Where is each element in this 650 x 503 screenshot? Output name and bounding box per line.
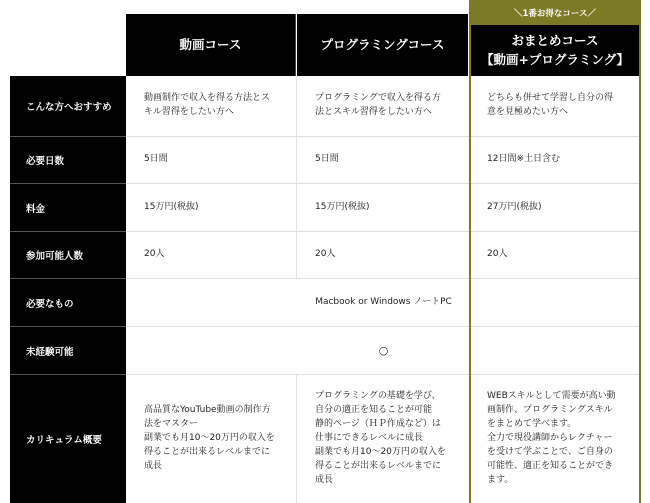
cell-text: プログラミングの基礎を学び、 自分の適正を知ることが可能 静的ページ（ＨＰ作成など）は 仕事にできるレベルに成長 副業でも月10～20万円の収入を 得ることが出来るレベルまでに 成長 — [315, 391, 446, 485]
best-value-ribbon: ＼1番お得なコース／ — [469, 0, 641, 25]
cell-text: 15万円(税抜) — [315, 201, 370, 212]
cell-text: 20人 — [315, 249, 336, 260]
cell-capacity-bundle — [469, 232, 641, 279]
cell-text: 12日間※土日含む — [487, 154, 560, 165]
cell-text: 15万円(税抜) — [144, 201, 199, 212]
cell-curriculum-video — [126, 375, 297, 503]
row-label-requirements: 必要なもの — [10, 279, 126, 327]
row-label-curriculum: カリキュラム概要 — [10, 375, 126, 503]
cell-text: プログラミングで収入を得る方 法とスキル習得をしたい方へ — [315, 93, 441, 117]
cell-price-bundle — [469, 184, 641, 232]
cell-text: 5日間 — [315, 154, 339, 165]
cell-text: 20人 — [487, 249, 508, 260]
circle-mark: ○ — [378, 343, 389, 357]
header-programming-course: プログラミングコース — [297, 14, 468, 76]
cell-capacity-video — [126, 232, 297, 279]
cell-text: 27万円(税抜) — [487, 201, 542, 212]
cell-text: 高品質なYouTube動画の制作方 法をマスター 副業でも月10～20万円の収入を 得ることが出来るレベルまでに 成長 — [144, 405, 275, 471]
cell-text: Macbook or Windows ノートPC — [315, 296, 452, 307]
cell-capacity-programming — [297, 232, 469, 279]
cell-text: 20人 — [144, 249, 165, 260]
cell-recommended-programming — [297, 76, 469, 137]
row-label-beginners: 未経験可能 — [10, 327, 126, 375]
cell-beginners — [126, 327, 641, 375]
cell-text: 5日間 — [144, 154, 168, 165]
header-bundle-course — [469, 25, 641, 76]
row-label-price: 料金 — [10, 184, 126, 232]
cell-text: どちらも併せて学習し自分の得 意を見極めたい方へ — [487, 93, 614, 117]
cell-days-programming — [297, 137, 469, 184]
cell-text: 動画制作で収入を得る方法とス キル習得をしたい方へ — [144, 93, 271, 117]
cell-requirements — [126, 279, 641, 327]
row-label-days: 必要日数 — [10, 137, 126, 184]
cell-recommended-bundle — [469, 76, 641, 137]
header-video-course: 動画コース — [126, 14, 296, 76]
cell-price-programming — [297, 184, 469, 232]
cell-curriculum-programming — [297, 375, 469, 503]
cell-recommended-video — [126, 76, 297, 137]
cell-curriculum-bundle — [469, 375, 641, 503]
row-label-recommended: こんな方へおすすめ — [10, 76, 126, 137]
cell-text: WEBスキルとして需要が高い動 画制作、プログラミングスキル をまとめて学べます。 全力で現役講師からレクチャー を受けて学ぶことで、ご自身の 可能性、適正を知ることができ ます。 — [487, 391, 616, 485]
header-bundle-course-text: おまとめコース 【動画+プログラミング】 — [480, 32, 630, 67]
row-label-capacity: 参加可能人数 — [10, 232, 126, 279]
cell-days-bundle — [469, 137, 641, 184]
cell-days-video — [126, 137, 297, 184]
cell-price-video — [126, 184, 297, 232]
